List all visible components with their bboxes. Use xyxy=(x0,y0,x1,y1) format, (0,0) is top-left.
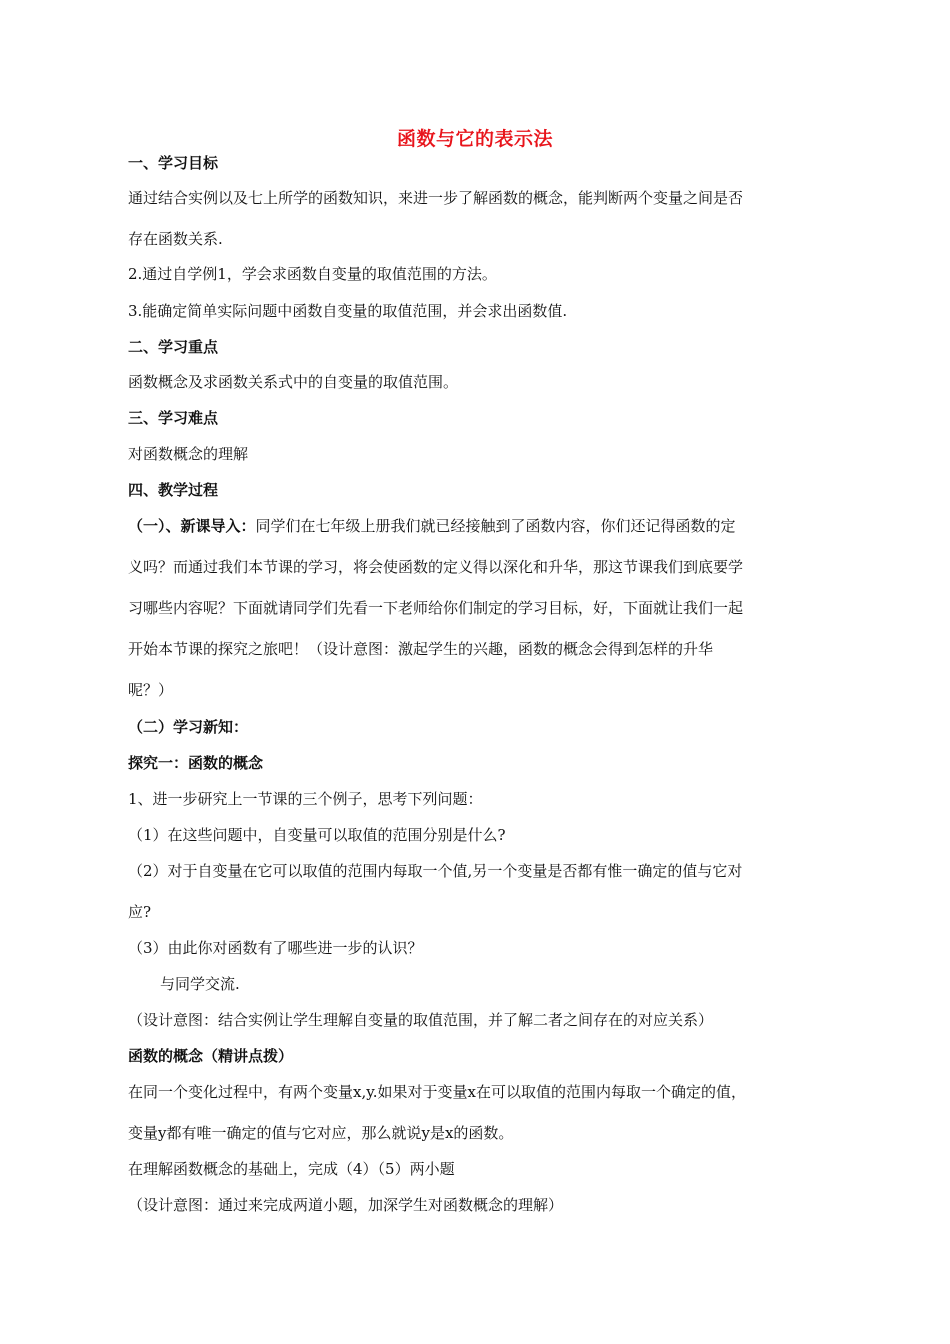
goals-line-3: 2.通过自学例1，学会求函数自变量的取值范围的方法。 xyxy=(128,265,497,283)
goals-line-4: 3.能确定简单实际问题中函数自变量的取值范围，并会求出函数值. xyxy=(128,302,568,320)
section-heading-key-points: 二、学习重点 xyxy=(128,338,219,356)
difficulties-line: 对函数概念的理解 xyxy=(128,445,249,463)
question-1: （1）在这些问题中，自变量可以取值的范围分别是什么? xyxy=(128,826,506,844)
section-heading-difficulties: 三、学习难点 xyxy=(128,409,219,427)
new-knowledge-heading: （二）学习新知： xyxy=(128,718,249,736)
complete-line: 在理解函数概念的基础上，完成（4）（5）两小题 xyxy=(128,1160,455,1178)
intro-text: 同学们在七年级上册我们就已经接触到了函数内容，你们还记得函数的定 xyxy=(255,517,736,535)
goals-line-1: 通过结合实例以及七上所学的函数知识，来进一步了解函数的概念，能判断两个变量之间是否 xyxy=(128,189,744,207)
exchange-line: 与同学交流. xyxy=(160,975,240,993)
goals-line-2: 存在函数关系. xyxy=(128,230,223,248)
design-intent-2: （设计意图：通过来完成两道小题，加深学生对函数概念的理解） xyxy=(128,1196,564,1214)
question-2-line-2: 应? xyxy=(128,903,152,921)
intro-paragraph-line-5: 呢？） xyxy=(128,681,174,699)
concept-line-1: 在同一个变化过程中，有两个变量x,y.如果对于变量x在可以取值的范围内每取一个确定的值， xyxy=(128,1083,746,1101)
question-intro: 1、进一步研究上一节课的三个例子，思考下列问题： xyxy=(128,790,483,808)
page-title: 函数与它的表示法 xyxy=(396,128,553,150)
design-intent-1: （设计意图：结合实例让学生理解自变量的取值范围，并了解二者之间存在的对应关系） xyxy=(128,1011,714,1029)
explore-heading: 探究一：函数的概念 xyxy=(128,754,264,772)
question-3: （3）由此你对函数有了哪些进一步的认识？ xyxy=(128,939,423,957)
section-heading-process: 四、教学过程 xyxy=(128,481,219,499)
intro-paragraph-line-4: 开始本节课的探究之旅吧！（设计意图：激起学生的兴趣，函数的概念会得到怎样的升华 xyxy=(128,640,714,658)
section-heading-goals: 一、学习目标 xyxy=(128,154,219,172)
intro-label: （一）、新课导入： xyxy=(128,517,256,535)
key-points-line: 函数概念及求函数关系式中的自变量的取值范围。 xyxy=(128,373,459,391)
concept-heading: 函数的概念（精讲点拨） xyxy=(128,1047,294,1065)
intro-paragraph-line-1 xyxy=(128,516,828,536)
intro-paragraph-line-3: 习哪些内容呢？下面就请同学们先看一下老师给你们制定的学习目标，好，下面就让我们一起 xyxy=(128,599,744,617)
intro-paragraph-line-2: 义吗？而通过我们本节课的学习，将会使函数的定义得以深化和升华，那这节课我们到底要学 xyxy=(128,558,744,576)
question-2-line-1: （2）对于自变量在它可以取值的范围内每取一个值,另一个变量是否都有惟一确定的值与它对 xyxy=(128,862,743,880)
concept-line-2: 变量y都有唯一确定的值与它对应，那么就说y是x的函数。 xyxy=(128,1124,514,1142)
